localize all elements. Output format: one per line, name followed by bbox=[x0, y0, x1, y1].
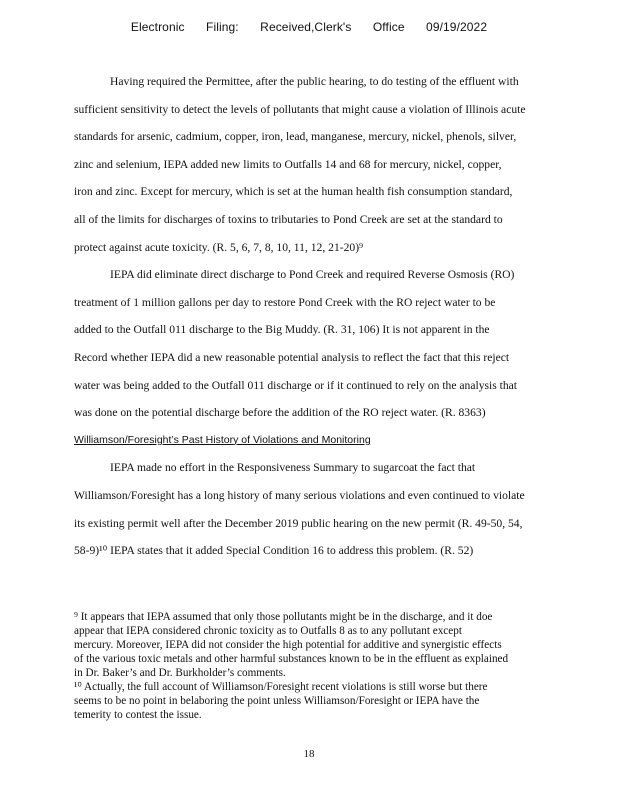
text-line: standards for arsenic, cadmium, copper, iron, lead, manganese, mercury, nickel, phenols, silver, bbox=[74, 130, 517, 144]
text-line: all of the limits for discharges of toxins to tributaries to Pond Creek are set at the standard to bbox=[74, 212, 503, 226]
paragraph-3 bbox=[74, 454, 570, 564]
footnote-line: appear that IEPA considered chronic toxicity as to Outfalls 8 as to any pollutant except bbox=[74, 625, 462, 637]
footnote-line: ¹⁰ Actually, the full account of Williamson/Foresight recent violations is still worse but there bbox=[74, 681, 488, 693]
header-date: 09/19/2022 bbox=[426, 20, 488, 34]
document-body bbox=[74, 68, 570, 565]
footnote-line: temerity to contest the issue. bbox=[74, 709, 202, 721]
filing-header bbox=[0, 20, 618, 34]
paragraph-1 bbox=[74, 68, 570, 261]
footnote-line: in Dr. Baker’s and Dr. Burkholder’s comments. bbox=[74, 667, 286, 679]
text-line: IEPA made no effort in the Responsiveness Summary to sugarcoat the fact that bbox=[110, 461, 476, 475]
footnote-line: mercury. Moreover, IEPA did not consider the high potential for additive and synergistic effects bbox=[74, 639, 502, 651]
footnote-line: seems to be no point in belaboring the point unless Williamson/Foresight or IEPA have the bbox=[74, 695, 480, 707]
text-line: IEPA did eliminate direct discharge to Pond Creek and required Reverse Osmosis (RO) bbox=[110, 268, 515, 282]
text-line: Williamson/Foresight has a long history of many serious violations and even continued to violate bbox=[74, 488, 525, 502]
text-line: water was being added to the Outfall 011 discharge or if it continued to rely on the analysis that bbox=[74, 378, 518, 392]
text-line: its existing permit well after the December 2019 public hearing on the new permit (R. 49-50, 54, bbox=[74, 516, 523, 530]
text-line: was done on the potential discharge before the addition of the RO reject water. (R. 8363) bbox=[74, 406, 486, 420]
footnote-line: of the various toxic metals and other harmful substances known to be in the effluent as explained bbox=[74, 653, 509, 665]
footnotes bbox=[74, 610, 570, 722]
text-line: protect against acute toxicity. (R. 5, 6, 7, 8, 10, 11, 12, 21-20)⁹ bbox=[74, 240, 364, 254]
page-number: 18 bbox=[303, 748, 315, 760]
text-line: added to the Outfall 011 discharge to the Big Muddy. (R. 31, 106) It is not apparent in the bbox=[74, 323, 490, 337]
text-line: Having required the Permittee, after the public hearing, to do testing of the effluent with bbox=[110, 75, 519, 88]
paragraph-2 bbox=[74, 261, 570, 427]
header-received-clerk: Received,Clerk's bbox=[260, 20, 352, 34]
section-heading: Williamson/Foresight’s Past History of Violations and Monitoring bbox=[74, 433, 371, 446]
header-office: Office bbox=[372, 20, 405, 34]
text-line: iron and zinc. Except for mercury, which is set at the human health fish consumption standard, bbox=[74, 185, 513, 199]
text-line: treatment of 1 million gallons per day to restore Pond Creek with the RO reject water to be bbox=[74, 295, 496, 309]
text-line: Record whether IEPA did a new reasonable potential analysis to reflect the fact that this reject bbox=[74, 350, 510, 364]
header-electronic: Electronic bbox=[130, 20, 185, 34]
header-filing: Filing: bbox=[206, 20, 239, 34]
text-line: sufficient sensitivity to detect the levels of pollutants that might cause a violation of Illinois acute bbox=[74, 102, 526, 116]
text-line: 58-9)¹⁰ IEPA states that it added Special Condition 16 to address this problem. (R. 52) bbox=[74, 544, 474, 558]
footnote-line: ⁹ It appears that IEPA assumed that only those pollutants might be in the discharge, and it doe bbox=[74, 611, 493, 623]
text-line: zinc and selenium, IEPA added new limits to Outfalls 14 and 68 for mercury, nickel, copper, bbox=[74, 157, 502, 171]
